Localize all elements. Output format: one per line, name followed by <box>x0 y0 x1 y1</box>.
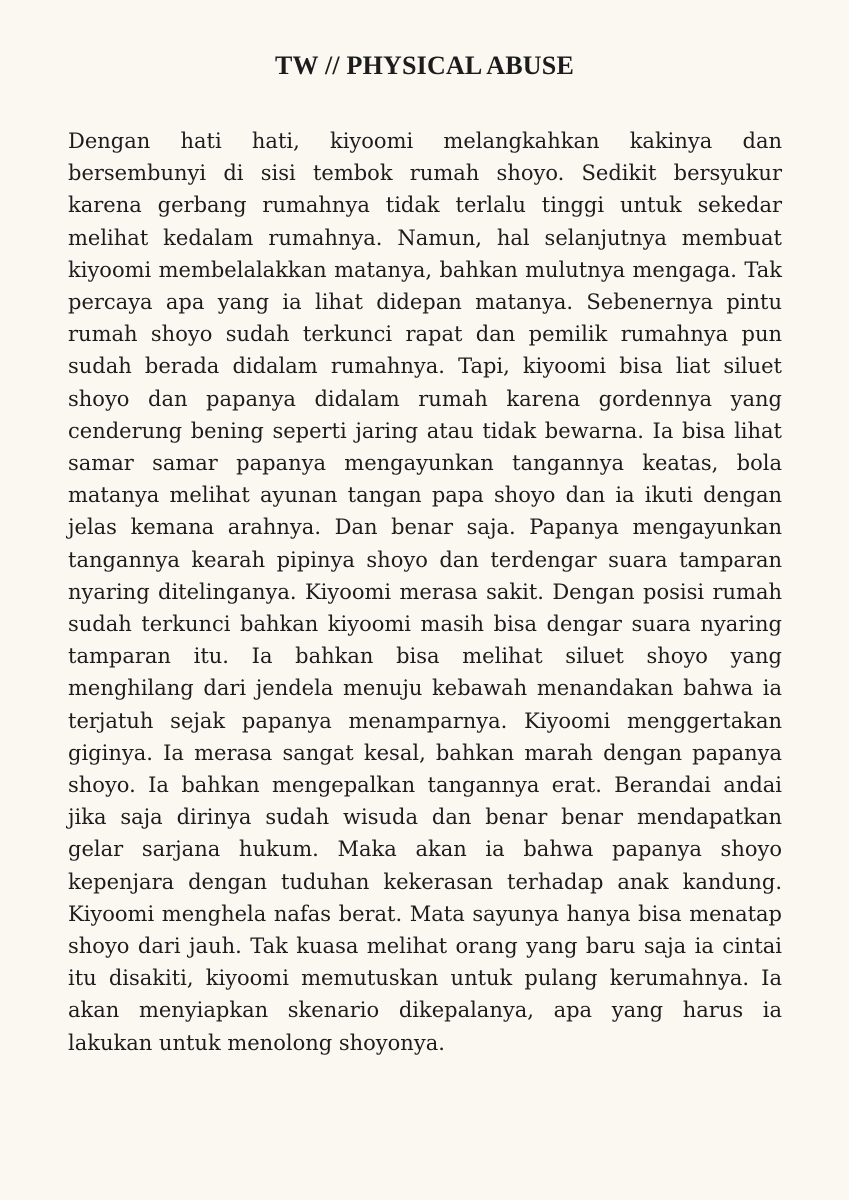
page-title: TW // PHYSICAL ABUSE <box>274 51 574 80</box>
story-paragraph: Dengan hati hati, kiyoomi melangkahkan kakinya dan bersembunyi di sisi tembok rumah shoyo. Sedikit bersyukur karena gerbang rumahnya tidak terlalu tinggi untuk sekedar melihat kedalam rumahnya. Namun, hal selanjutnya membuat kiyoomi membelalakkan matanya, bahkan mulutnya mengaga. Tak percaya apa yang ia lihat didepan matanya. Sebenernya pintu rumah shoyo sudah terkunci rapat dan pemilik rumahnya pun sudah berada didalam rumahnya. Tapi, kiyoomi bisa liat siluet shoyo dan papanya didalam rumah karena gordennya yang cenderung bening seperti jaring atau tidak bewarna. Ia bisa lihat samar samar papanya mengayunkan tangannya keatas, bola matanya melihat ayunan tangan papa shoyo dan ia ikuti dengan jelas kemana arahnya. Dan benar saja. Papanya mengayunkan tangannya kearah pipinya shoyo dan terdengar suara tamparan nyaring ditelinganya. Kiyoomi merasa sakit. Dengan posisi rumah sudah terkunci bahkan kiyoomi masih bisa dengar suara nyaring tamparan itu. Ia bahkan bisa melihat siluet shoyo yang menghilang dari jendela menuju kebawah menandakan bahwa ia terjatuh sejak papanya menamparnya. Kiyoomi menggertakan giginya. Ia merasa sangat kesal, bahkan marah dengan papanya shoyo. Ia bahkan mengepalkan tangannya erat. Berandai andai jika saja dirinya sudah wisuda dan benar benar mendapatkan gelar sarjana hukum. Maka akan ia bahwa papanya shoyo kepenjara dengan tuduhan kekerasan terhadap anak kandung. Kiyoomi menghela nafas berat. Mata sayunya hanya bisa menatap shoyo dari jauh. Tak kuasa melihat orang yang baru saja ia cintai itu disakiti, kiyoomi memutuskan untuk pulang kerumahnya. Ia akan menyiapkan skenario dikepalanya, apa yang harus ia lakukan untuk menolong shoyonya. <box>68 129 782 1055</box>
